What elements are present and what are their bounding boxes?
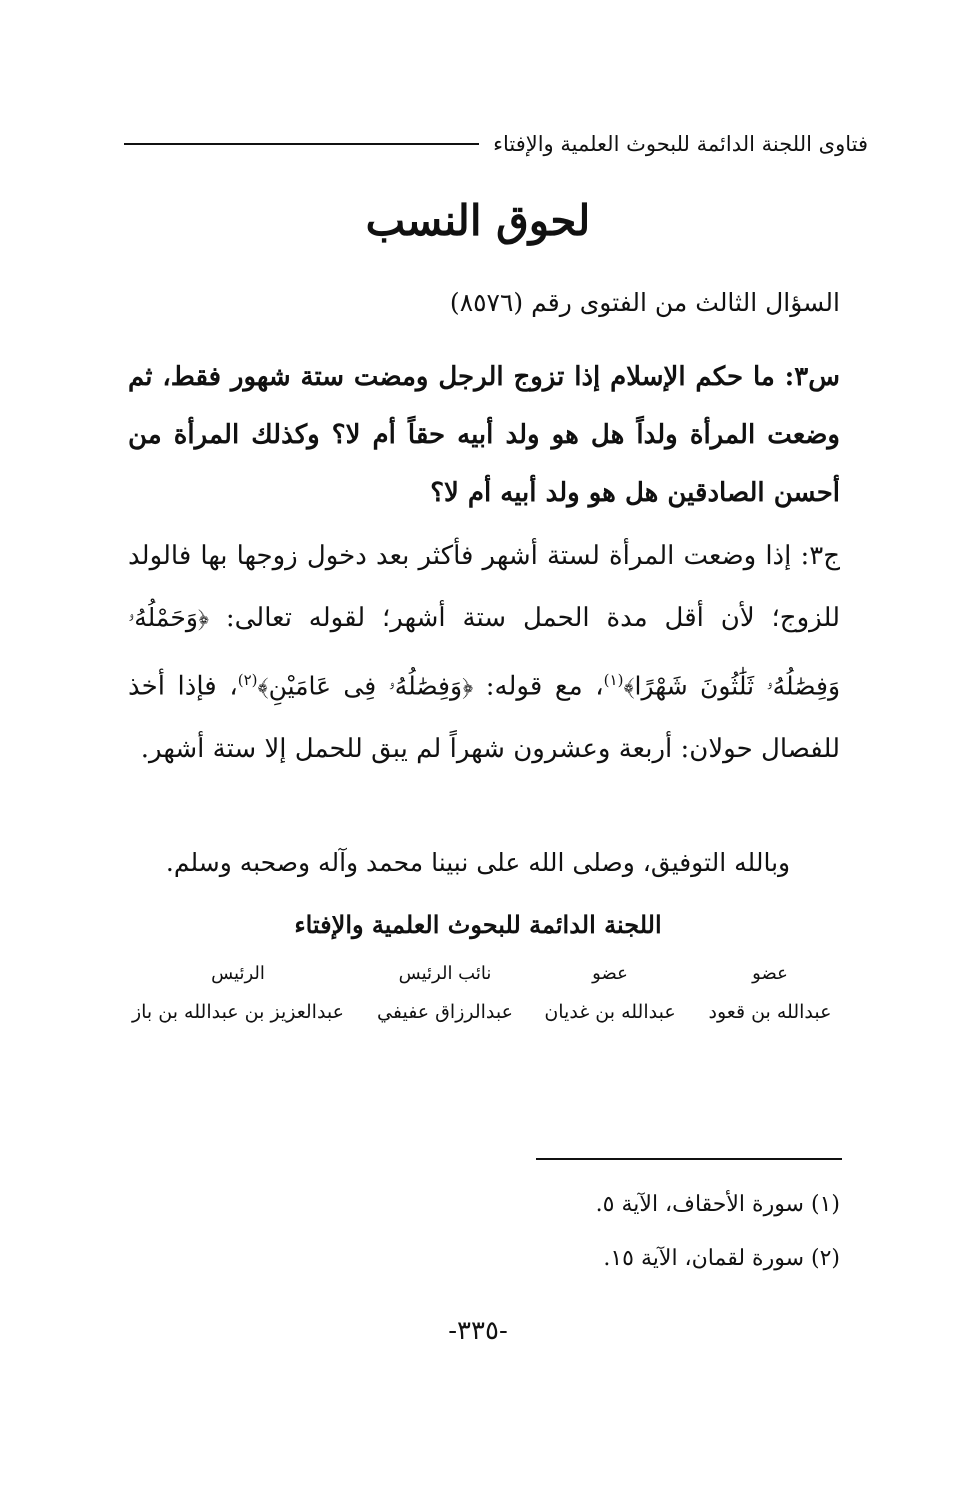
- answer-intro: ج٣: إذا وضعت المرأة لستة أشهر فأكثر بعد دخول زوجها بها فالولد للزوج؛ لأن أقل مدة الحمل ستة أشهر؛ لقوله تعالى:: [128, 541, 840, 633]
- running-header: [124, 124, 868, 164]
- page-number: -٣٣٥-: [448, 1316, 508, 1346]
- signatory-role: نائب الرئيس: [398, 963, 492, 984]
- quran-verse-1: ﴿وَحَمْلُهُۥ وَفِصَٰلُهُۥ ثَلَٰثُونَ شَهْرًا﴾: [128, 603, 841, 701]
- signatory: [700, 956, 840, 1032]
- footnote-marker-2: (٢): [237, 671, 258, 689]
- footnote-2: (٢) سورة لقمان، الآية ١٥.: [603, 1246, 840, 1271]
- committee-name: اللجنة الدائمة للبحوث العلمية والإفتاء: [294, 910, 662, 939]
- question-text: س٣: ما حكم الإسلام إذا تزوج الرجل ومضت ستة شهور فقط، ثم وضعت المرأة ولداً هل هو ولد أبيه حقاً أم لا؟ وكذلك المرأة من أحسن الصادقين هل هو ولد أبيه أم لا؟: [128, 362, 840, 508]
- signatory-name: عبدالرزاق عفيفي: [377, 1001, 513, 1023]
- signatory-name: عبدالله بن قعود: [708, 1001, 832, 1023]
- signatory-role: عضو: [752, 963, 788, 984]
- answer-rest: ، فإذا أخذ للفصال حولان: أربعة وعشرون شهراً لم يبق للحمل إلا ستة أشهر.: [128, 671, 840, 764]
- closing-prayer: وبالله التوفيق، وصلى الله على نبينا محمد وآله وصحبه وسلم.: [165, 848, 791, 877]
- footnotes: [128, 1178, 840, 1286]
- signatory: [370, 956, 520, 1032]
- signatory-role: عضو: [592, 963, 628, 984]
- signatory: [128, 956, 348, 1032]
- signatory-role: الرئيس: [211, 963, 265, 984]
- answer-text: [128, 525, 840, 780]
- answer-connector: ، مع قوله:: [485, 671, 604, 702]
- footnote-rule: [536, 1158, 842, 1160]
- signatory-name: عبدالعزيز بن عبدالله بن باز: [131, 1001, 345, 1023]
- signatory: [540, 956, 680, 1032]
- running-title: فتاوى اللجنة الدائمة للبحوث العلمية والإفتاء: [493, 132, 868, 156]
- footnote-1: (١) سورة الأحقاف، الآية ٥.: [595, 1192, 840, 1217]
- signature-block: [128, 956, 840, 1046]
- quran-verse-2: ﴿وَفِصَٰلُهُۥ فِى عَامَيْنِ﴾: [257, 671, 474, 701]
- signatory-name: عبدالله بن غديان: [544, 1001, 676, 1023]
- fatwa-reference: السؤال الثالث من الفتوى رقم (٨٥٧٦): [449, 288, 840, 317]
- footnote-marker-1: (١): [603, 671, 624, 689]
- header-rule: [124, 143, 479, 145]
- section-title: لحوق النسب: [365, 196, 591, 245]
